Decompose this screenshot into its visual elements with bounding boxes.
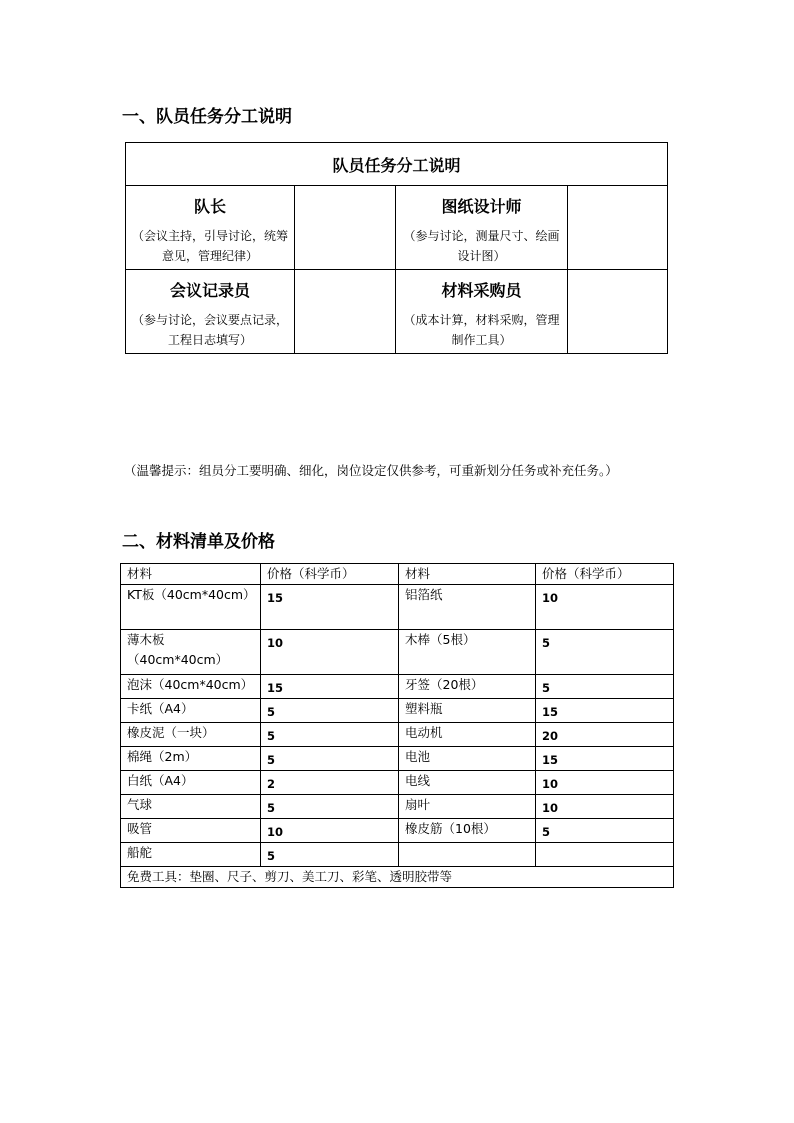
free-tools-note: 免费工具：垫圈、尺子、剪刀、美工刀、彩笔、透明胶带等 (121, 867, 674, 888)
price-cell: 10 (261, 630, 399, 675)
table-row (121, 843, 674, 867)
price-cell: 5 (261, 843, 399, 867)
materials-table (120, 563, 674, 888)
material-cell: 电线 (399, 771, 536, 795)
table-row (121, 795, 674, 819)
table-row (121, 675, 674, 699)
role-name: 会议记录员 (169, 281, 250, 300)
price-cell: 10 (261, 819, 399, 843)
role-desc: （参与讨论，测量尺寸、绘画设计图） (403, 229, 560, 263)
material-cell: 铝箔纸 (399, 585, 536, 630)
material-cell: 橡皮筋（10根） (399, 819, 536, 843)
price-cell: 15 (261, 675, 399, 699)
material-cell: 卡纸（A4） (121, 699, 261, 723)
role-desc: （参与讨论，会议要点记录，工程日志填写） (132, 313, 289, 347)
header-material: 材料 (121, 564, 261, 585)
table-row (121, 723, 674, 747)
header-price: 价格（科学币） (536, 564, 674, 585)
material-cell: 泡沫（40cm*40cm） (121, 675, 261, 699)
section-title-materials: 二、材料清单及价格 (122, 532, 275, 552)
material-cell: 塑料瓶 (399, 699, 536, 723)
price-cell (536, 843, 674, 867)
price-cell: 5 (536, 675, 674, 699)
roles-table (125, 142, 668, 354)
role-cell (396, 186, 568, 270)
material-cell: 船舵 (121, 843, 261, 867)
material-cell: 电池 (399, 747, 536, 771)
role-cell (126, 186, 295, 270)
material-cell: 气球 (121, 795, 261, 819)
role-desc: （会议主持，引导讨论，统筹意见，管理纪律） (132, 229, 289, 263)
price-cell: 10 (536, 771, 674, 795)
table-row (121, 585, 674, 630)
price-cell: 5 (536, 819, 674, 843)
tip-note: （温馨提示：组员分工要明确、细化，岗位设定仅供参考，可重新划分任务或补充任务。） (124, 463, 618, 478)
material-cell: 橡皮泥（一块） (121, 723, 261, 747)
material-cell: 牙签（20根） (399, 675, 536, 699)
role-name: 队长 (193, 197, 226, 216)
material-cell: 扇叶 (399, 795, 536, 819)
role-desc: （成本计算，材料采购，管理制作工具） (403, 313, 560, 347)
table-row (121, 747, 674, 771)
header-price: 价格（科学币） (261, 564, 399, 585)
material-cell: 白纸（A4） (121, 771, 261, 795)
material-cell: KT板（40cm*40cm） (121, 585, 261, 630)
table-row (121, 699, 674, 723)
role-assignee-cell[interactable] (295, 270, 396, 354)
price-cell: 20 (536, 723, 674, 747)
table-row (121, 771, 674, 795)
role-cell (126, 270, 295, 354)
price-cell: 5 (536, 630, 674, 675)
header-material: 材料 (399, 564, 536, 585)
material-cell: 木棒（5根） (399, 630, 536, 675)
price-cell: 10 (536, 585, 674, 630)
material-cell: 薄木板（40cm*40cm） (121, 630, 261, 675)
section-title-roles: 一、队员任务分工说明 (122, 107, 292, 127)
role-assignee-cell[interactable] (568, 186, 668, 270)
role-name: 材料采购员 (441, 281, 522, 300)
price-cell: 15 (261, 585, 399, 630)
role-assignee-cell[interactable] (568, 270, 668, 354)
price-cell: 5 (261, 723, 399, 747)
material-cell: 棉绳（2m） (121, 747, 261, 771)
price-cell: 5 (261, 699, 399, 723)
price-cell: 5 (261, 747, 399, 771)
free-tools-row (121, 867, 674, 888)
price-cell: 2 (261, 771, 399, 795)
price-cell: 15 (536, 747, 674, 771)
price-cell: 15 (536, 699, 674, 723)
role-assignee-cell[interactable] (295, 186, 396, 270)
price-cell: 5 (261, 795, 399, 819)
roles-table-header: 队员任务分工说明 (126, 143, 668, 186)
role-cell (396, 270, 568, 354)
material-cell: 吸管 (121, 819, 261, 843)
table-row (121, 819, 674, 843)
price-cell: 10 (536, 795, 674, 819)
table-row (121, 630, 674, 675)
material-cell: 电动机 (399, 723, 536, 747)
role-name: 图纸设计师 (441, 197, 522, 216)
material-cell (399, 843, 536, 867)
